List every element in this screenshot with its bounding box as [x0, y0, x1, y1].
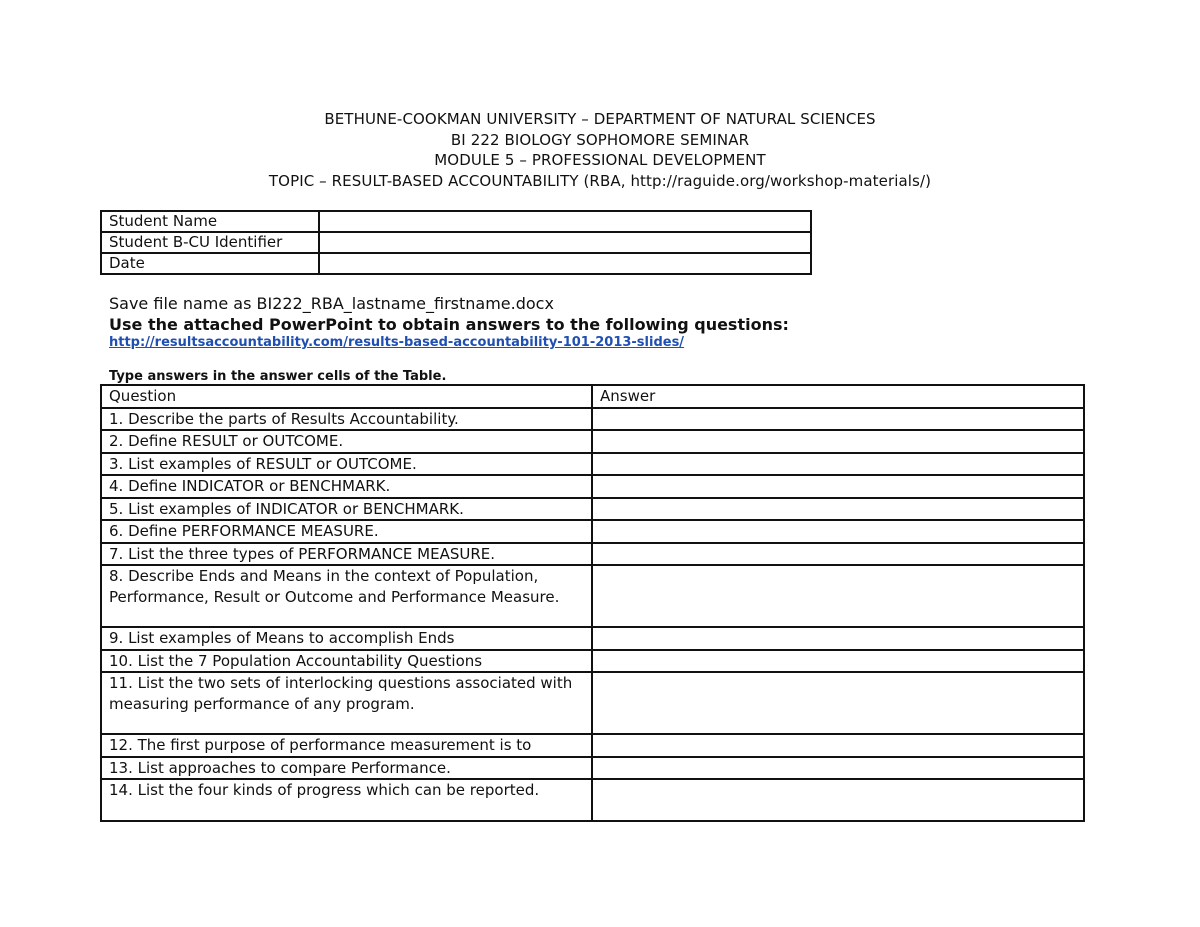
date-row	[101, 253, 811, 274]
table-row	[101, 543, 1084, 566]
table-row	[101, 453, 1084, 476]
question-cell: 14. List the four kinds of progress which can be reported.	[101, 779, 592, 821]
table-row	[101, 565, 1084, 627]
question-cell: 13. List approaches to compare Performance.	[101, 757, 592, 780]
answer-cell[interactable]	[592, 779, 1084, 821]
answer-cell[interactable]	[592, 498, 1084, 521]
student-name-label: Student Name	[101, 211, 319, 232]
table-row	[101, 734, 1084, 757]
answer-cell[interactable]	[592, 408, 1084, 431]
student-id-label: Student B-CU Identifier	[101, 232, 319, 253]
question-cell: 1. Describe the parts of Results Accountability.	[101, 408, 592, 431]
answer-column-header: Answer	[592, 385, 1084, 408]
answer-cell[interactable]	[592, 430, 1084, 453]
topic-heading: TOPIC – RESULT-BASED ACCOUNTABILITY (RBA, http://raguide.org/workshop-materials/)	[268, 171, 932, 190]
module-heading: MODULE 5 – PROFESSIONAL DEVELOPMENT	[434, 151, 766, 169]
date-label: Date	[101, 253, 319, 274]
question-cell: 10. List the 7 Population Accountability Questions	[101, 650, 592, 673]
university-heading: BETHUNE-COOKMAN UNIVERSITY – DEPARTMENT OF NATURAL SCIENCES	[324, 110, 876, 128]
answer-cell[interactable]	[592, 543, 1084, 566]
answer-cell[interactable]	[592, 565, 1084, 627]
question-column-header: Question	[101, 385, 592, 408]
powerpoint-instruction: Use the attached PowerPoint to obtain answers to the following questions:	[109, 315, 789, 334]
question-cell: 3. List examples of RESULT or OUTCOME.	[101, 453, 592, 476]
table-row	[101, 430, 1084, 453]
student-id-field[interactable]	[319, 232, 811, 253]
question-cell: 5. List examples of INDICATOR or BENCHMARK.	[101, 498, 592, 521]
type-answers-instruction: Type answers in the answer cells of the Table.	[109, 369, 447, 384]
answer-cell[interactable]	[592, 453, 1084, 476]
answer-cell[interactable]	[592, 672, 1084, 734]
answer-cell[interactable]	[592, 520, 1084, 543]
table-row	[101, 627, 1084, 650]
question-cell: 7. List the three types of PERFORMANCE MEASURE.	[101, 543, 592, 566]
answer-cell[interactable]	[592, 475, 1084, 498]
table-row	[101, 498, 1084, 521]
table-row	[101, 520, 1084, 543]
table-row	[101, 650, 1084, 673]
course-heading: BI 222 BIOLOGY SOPHOMORE SEMINAR	[450, 130, 750, 149]
question-cell: 6. Define PERFORMANCE MEASURE.	[101, 520, 592, 543]
document-header	[0, 109, 1200, 191]
table-row	[101, 475, 1084, 498]
question-cell: 8. Describe Ends and Means in the context of Population, Performance, Result or Outcome and Performance Measure.	[101, 565, 592, 627]
question-cell: 2. Define RESULT or OUTCOME.	[101, 430, 592, 453]
table-header-row	[101, 385, 1084, 408]
question-answer-table	[100, 384, 1085, 822]
answer-cell[interactable]	[592, 650, 1084, 673]
table-row	[101, 672, 1084, 734]
answer-cell[interactable]	[592, 757, 1084, 780]
question-cell: 11. List the two sets of interlocking questions associated with measuring performance of any program.	[101, 672, 592, 734]
student-name-row	[101, 211, 811, 232]
table-row	[101, 408, 1084, 431]
answer-cell[interactable]	[592, 627, 1084, 650]
date-field[interactable]	[319, 253, 811, 274]
student-name-field[interactable]	[319, 211, 811, 232]
save-file-instruction: Save file name as BI222_RBA_lastname_firstname.docx	[109, 294, 554, 313]
question-cell: 12. The first purpose of performance measurement is to	[101, 734, 592, 757]
slides-link[interactable]: http://resultsaccountability.com/results-based-accountability-101-2013-slides/	[109, 335, 685, 350]
answer-cell[interactable]	[592, 734, 1084, 757]
student-id-row	[101, 232, 811, 253]
question-cell: 9. List examples of Means to accomplish Ends	[101, 627, 592, 650]
student-info-table	[100, 210, 812, 275]
table-row	[101, 757, 1084, 780]
question-cell: 4. Define INDICATOR or BENCHMARK.	[101, 475, 592, 498]
table-row	[101, 779, 1084, 821]
